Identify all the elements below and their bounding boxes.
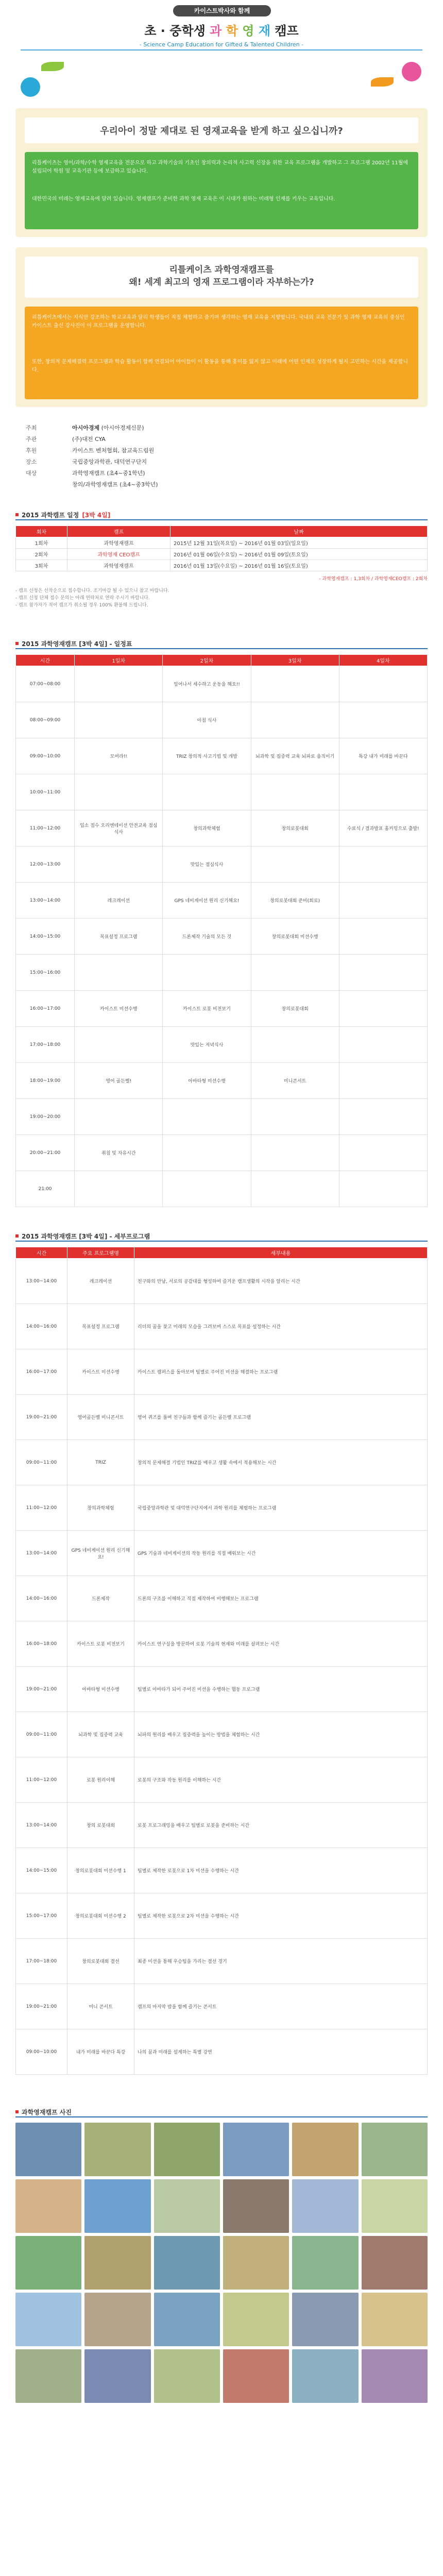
table-cell: 2016년 01월 06일(수요일) ~ 2016년 01월 09일(토요일)	[171, 549, 428, 560]
info-row	[26, 434, 417, 445]
table-cell: 뇌과학 및 집중력 교육 뇌파로 움직이기	[251, 738, 339, 774]
table-cell: 11:00~12:00	[16, 1485, 67, 1531]
table-cell: 2016년 01월 13일(수요일) ~ 2016년 01월 16일(토요일)	[171, 560, 428, 571]
table-cell: 창의로봇대회	[251, 991, 339, 1027]
table-row	[16, 1984, 428, 2029]
table-row	[16, 883, 428, 919]
info-key	[26, 479, 72, 490]
camp-photo	[223, 2179, 289, 2233]
table-cell: 2회차	[16, 549, 67, 560]
table-header: 4일차	[339, 655, 427, 666]
table-cell	[251, 1171, 339, 1207]
table-cell: 10:00~11:00	[16, 774, 75, 810]
table-cell: GPS 기술과 네비게이션의 작동 원리를 직접 배워보는 시간	[134, 1531, 428, 1576]
table-row	[16, 1304, 428, 1349]
table-row	[16, 846, 428, 883]
table-cell: 모여라!!	[75, 738, 163, 774]
table-cell: 로봇 프로그래밍을 배우고 팀별로 로봇을 준비하는 시간	[134, 1803, 428, 1848]
camp-photo	[154, 2349, 220, 2403]
table-row	[16, 1063, 428, 1099]
section-badge: [3박 4일]	[82, 511, 111, 519]
section-bullet	[15, 2110, 19, 2113]
table-cell: 드론의 구조를 이해하고 직접 제작하여 비행해보는 프로그램	[134, 1576, 428, 1621]
table-cell: 11:00~12:00	[16, 1757, 67, 1803]
table-cell	[163, 1135, 251, 1171]
table-cell	[339, 991, 427, 1027]
info-value: 국립중앙과학관, 대덕연구단지	[72, 459, 147, 465]
table-cell: 레크레이션	[67, 1259, 134, 1304]
camp-photo	[84, 2179, 150, 2233]
table-cell: 카이스트 미션수행	[75, 991, 163, 1027]
table-cell: 창의과학체험	[67, 1485, 134, 1531]
table-row	[16, 1135, 428, 1171]
camp-photo	[154, 2293, 220, 2346]
table-cell: 아침 식사	[163, 702, 251, 738]
table-header: 캠프	[67, 526, 171, 537]
camp-photo	[154, 2236, 220, 2290]
table-cell: 17:00~18:00	[16, 1939, 67, 1984]
section-schedule-header	[15, 510, 428, 520]
table-cell: 과학영재캠프	[67, 560, 171, 571]
info-value: 과학영재캠프 (초4~중1학년)	[72, 470, 145, 477]
table-header: 주요 프로그램명	[67, 1247, 134, 1259]
table-cell: 2015년 12월 31일(목요일) ~ 2016년 01월 03일(일요일)	[171, 537, 428, 549]
table-cell: 국립중앙과학관 및 대덕연구단지에서 과학 원리를 체험하는 프로그램	[134, 1485, 428, 1531]
table-cell	[339, 955, 427, 991]
why-para-1: 리틀케이츠에서는 지식만 강조하는 학교교육과 달리 학생들이 직접 체험하고 즐기며 생각하는 영재 교육을 지향합니다. 국내외 교육 전문가 및 과학 영재 교육의 중심인 카이스트 출신 강사진이 이 프로그램을 운영합니다.	[32, 315, 405, 329]
section-timetable-header	[15, 639, 428, 649]
table-cell: 맛있는 저녁식사	[163, 1027, 251, 1063]
table-row	[16, 1848, 428, 1893]
camp-photo	[84, 2236, 150, 2290]
header	[0, 0, 443, 103]
header-divider	[21, 49, 422, 50]
table-cell	[251, 702, 339, 738]
table-cell	[339, 666, 427, 702]
camp-photo	[154, 2123, 220, 2176]
table-cell: 아바타형 미션수행	[163, 1063, 251, 1099]
table-cell: 과학영재 CEO캠프	[67, 549, 171, 560]
table-cell: 18:00~19:00	[16, 1063, 75, 1099]
camp-photo	[15, 2293, 81, 2346]
table-header: 2일차	[163, 655, 251, 666]
table-cell: 특강 내가 미래를 바꾼다	[339, 738, 427, 774]
note-line: - 캠프 참가자가 적어 캠프가 취소될 경우 100% 환불해 드립니다.	[15, 603, 148, 608]
camp-photo	[362, 2293, 428, 2346]
camp-photo	[84, 2123, 150, 2176]
badge-decoration	[21, 77, 40, 97]
table-cell	[251, 1135, 339, 1171]
table-row	[16, 1803, 428, 1848]
why-text-panel	[25, 307, 418, 399]
table-cell	[339, 1027, 427, 1063]
table-cell: 19:00~21:00	[16, 1984, 67, 2029]
table-row	[16, 1027, 428, 1063]
table-cell: 미니콘서트	[251, 1063, 339, 1099]
table-cell: 15:00~17:00	[16, 1893, 67, 1939]
table-cell: 19:00~20:00	[16, 1099, 75, 1135]
table-row	[16, 1621, 428, 1667]
camp-photo	[15, 2236, 81, 2290]
table-row	[16, 1485, 428, 1531]
table-cell: 19:00~21:00	[16, 1395, 67, 1440]
section-title: 2015 과학캠프 일정	[22, 511, 79, 519]
table-cell: 13:00~14:00	[16, 1259, 67, 1304]
info-value: (주)대전 CYA	[72, 436, 106, 443]
table-cell	[339, 702, 427, 738]
table-cell: 내가 미래를 바꾼다 특강	[67, 2029, 134, 2075]
camp-photo	[84, 2349, 150, 2403]
intro-question: 우리아이 정말 제대로 된 영재교육을 받게 하고 싶으십니까?	[100, 126, 343, 137]
table-cell: 11:00~12:00	[16, 810, 75, 846]
table-cell: 카이스트 로봇 비전보기	[163, 991, 251, 1027]
title-char-3: 영	[242, 24, 254, 38]
info-row	[26, 445, 417, 456]
table-cell: 13:00~14:00	[16, 1803, 67, 1848]
table-header: 회차	[16, 526, 67, 537]
section-title: 과학영재캠프 사진	[22, 2108, 72, 2116]
table-row	[16, 702, 428, 738]
table-cell	[339, 883, 427, 919]
table-cell: 14:00~16:00	[16, 1576, 67, 1621]
title-char-2: 학	[226, 24, 238, 38]
table-cell: 16:00~17:00	[16, 991, 75, 1027]
table-cell	[75, 846, 163, 883]
info-value: 창의/과학영재캠프 (초4~중3학년)	[72, 481, 158, 488]
table-header: 1일차	[75, 655, 163, 666]
table-cell: 14:00~15:00	[16, 919, 75, 955]
camp-photo	[154, 2179, 220, 2233]
info-key: 장소	[26, 459, 37, 465]
table-cell	[75, 1027, 163, 1063]
camp-photo	[292, 2236, 358, 2290]
table-row	[16, 1099, 428, 1135]
table-cell: 취침 및 자유시간	[75, 1135, 163, 1171]
table-cell: 창의로봇대회 결선	[67, 1939, 134, 1984]
table-cell: 카이스트 미션수행	[67, 1349, 134, 1395]
info-key: 대상	[26, 470, 37, 477]
table-cell: 15:00~16:00	[16, 955, 75, 991]
table-cell: 입소 접수 오리엔테이션 안전교육 점심식사	[75, 810, 163, 846]
table-cell: 13:00~14:00	[16, 883, 75, 919]
table-cell	[251, 846, 339, 883]
camp-photo	[362, 2349, 428, 2403]
table-cell: 13:00~14:00	[16, 1531, 67, 1576]
table-cell: 1회차	[16, 537, 67, 549]
why-question: 리틀케이츠 과학영재캠프를 왜! 세계 최고의 영재 프로그램이라 자부하는가?	[129, 265, 314, 287]
header-pill: 카이스트박사와 함께	[173, 5, 271, 16]
table-cell	[75, 666, 163, 702]
info-key: 주관	[26, 436, 37, 443]
table-header: 3일차	[251, 655, 339, 666]
table-cell: 영어 퀴즈를 풀며 친구들과 함께 즐기는 골든벨 프로그램	[134, 1395, 428, 1440]
camp-photo	[223, 2123, 289, 2176]
table-cell	[339, 1099, 427, 1135]
section-title: 2015 과학영재캠프 [3박 4일] - 일정표	[22, 640, 132, 648]
table-cell: 16:00~17:00	[16, 1349, 67, 1395]
table-row	[16, 1893, 428, 1939]
table-cell	[339, 1135, 427, 1171]
camp-photo	[292, 2179, 358, 2233]
table-cell: 17:00~18:00	[16, 1027, 75, 1063]
table-cell: 3회차	[16, 560, 67, 571]
table-cell	[251, 1099, 339, 1135]
table-cell	[75, 774, 163, 810]
camp-photo	[292, 2349, 358, 2403]
section-title: 2015 과학영재캠프 [3박 4일] - 세부프로그램	[22, 1232, 150, 1240]
info-key: 주최	[26, 425, 37, 431]
table-row	[16, 537, 428, 549]
table-cell: 창의적 문제해결 기법인 TRIZ를 배우고 생활 속에서 적용해보는 시간	[134, 1440, 428, 1485]
table-cell: 맛있는 점심식사	[163, 846, 251, 883]
table-cell	[75, 702, 163, 738]
table-cell: 목표설정 프로그램	[67, 1304, 134, 1349]
leaf-decoration	[41, 62, 64, 71]
section-photos-header	[15, 2107, 428, 2117]
camp-photo	[292, 2293, 358, 2346]
table-row	[16, 2029, 428, 2075]
table-cell	[339, 1171, 427, 1207]
table-cell: 카이스트 로봇 비전보기	[67, 1621, 134, 1667]
table-cell: 창의과학체험	[163, 810, 251, 846]
table-cell	[163, 1099, 251, 1135]
timetable	[15, 654, 428, 1207]
camp-photo	[84, 2293, 150, 2346]
title-pre: 초 · 중학생	[144, 24, 210, 38]
table-cell: 미니 콘서트	[67, 1984, 134, 2029]
table-cell	[163, 955, 251, 991]
table-cell: 14:00~15:00	[16, 1848, 67, 1893]
table-cell: 수료식 / 결과발표 홈커밍으로 출발!	[339, 810, 427, 846]
info-value: 아시아경제	[72, 425, 100, 431]
table-cell	[163, 1171, 251, 1207]
table-cell	[75, 955, 163, 991]
table-cell: 14:00~16:00	[16, 1304, 67, 1349]
table-cell: 창의로봇대회 준비(회로)	[251, 883, 339, 919]
schedule-table	[15, 526, 428, 571]
table-cell: 일어나서 세수하고 운동을 해요!!	[163, 666, 251, 702]
info-row	[26, 422, 417, 434]
table-cell: 로봇의 구조와 작동 원리를 이해하는 시간	[134, 1757, 428, 1803]
table-cell	[339, 846, 427, 883]
title-char-1: 과	[210, 24, 222, 38]
table-cell: 21:00	[16, 1171, 75, 1207]
camp-photo	[15, 2349, 81, 2403]
table-cell: 16:00~18:00	[16, 1621, 67, 1667]
note-line: - 캠프 신청 단체 접수 문의는 아래 연락처로 연락 주시기 바랍니다.	[15, 596, 150, 601]
table-cell: 레크레이션	[75, 883, 163, 919]
table-row	[16, 1349, 428, 1395]
table-cell: 아바타형 미션수행	[67, 1667, 134, 1712]
camp-photo	[15, 2179, 81, 2233]
camp-photo	[223, 2293, 289, 2346]
table-cell: 영어 골든벨!	[75, 1063, 163, 1099]
table-row	[16, 1531, 428, 1576]
schedule-table-note: - 과학영재캠프 : 1,3회차 / 과학영재CEO캠프 : 2회차	[319, 577, 428, 582]
table-cell: 창의로봇대회 미션수행	[251, 919, 339, 955]
table-cell: 09:00~11:00	[16, 1712, 67, 1757]
table-header: 시간	[16, 1247, 67, 1259]
info-row	[26, 479, 417, 490]
intro-text-panel	[25, 152, 418, 229]
table-cell	[251, 666, 339, 702]
table-cell: 20:00~21:00	[16, 1135, 75, 1171]
why-para-2: 또한, 창의적 문제해결력 프로그램과 학습 활동이 함께 연결되어 아이들이 이 활동을 통해 흥미를 잃지 않고 미래에 어떤 인재로 성장하게 될지 고민하는 시간을 제공합니다.	[32, 359, 408, 373]
camp-photo	[223, 2236, 289, 2290]
table-row	[16, 560, 428, 571]
table-cell: 드론제작	[67, 1576, 134, 1621]
section-bullet	[15, 1234, 19, 1238]
intro-box	[15, 108, 428, 237]
table-cell: 창의 로봇대회	[67, 1803, 134, 1848]
section-bullet	[15, 642, 19, 645]
table-cell: 로봇 원리이해	[67, 1757, 134, 1803]
intro-para-1: 리틀케이츠는 영어/과학/수학 영재교육을 전문으로 하고 과학기술의 기초인 창의력과 논리적 사고력 신장을 위한 교육 프로그램을 개발하고 그 프로그램 2002년 11월에 설립되어 학원 및 교육기관 등에 보급하고 있습니다.	[32, 160, 408, 174]
table-row	[16, 774, 428, 810]
table-cell: 카이스트 연구실을 방문하여 로봇 기술의 현재와 미래를 살펴보는 시간	[134, 1621, 428, 1667]
camp-photo	[362, 2123, 428, 2176]
table-cell: 08:00~09:00	[16, 702, 75, 738]
camp-photo	[362, 2179, 428, 2233]
table-cell	[251, 774, 339, 810]
table-cell: TRIZ 창의적 사고기법 및 개발	[163, 738, 251, 774]
intro-para-2: 대한민국의 미래는 영재교육에 달려 있습니다. 영재캠프가 준비한 과학 영재 교육은 이 시대가 원하는 미래형 인재를 키우는 교육입니다.	[32, 196, 335, 202]
table-cell	[339, 1063, 427, 1099]
table-row	[16, 1576, 428, 1621]
leaf-decoration	[371, 77, 394, 87]
table-row	[16, 738, 428, 774]
table-row	[16, 1667, 428, 1712]
table-cell	[251, 955, 339, 991]
table-cell	[163, 774, 251, 810]
title-post: 캠프	[275, 24, 299, 38]
table-cell: 09:00~10:00	[16, 2029, 67, 2075]
table-row	[16, 549, 428, 560]
table-row	[16, 810, 428, 846]
table-row	[16, 1171, 428, 1207]
table-row	[16, 919, 428, 955]
info-key: 후원	[26, 447, 37, 454]
table-cell: 팀별로 제작한 로봇으로 1차 미션을 수행하는 시간	[134, 1848, 428, 1893]
table-cell: 최종 미션을 통해 우승팀을 가리는 결선 경기	[134, 1939, 428, 1984]
detail-table	[15, 1247, 428, 2075]
camp-photo	[15, 2123, 81, 2176]
table-row	[16, 1757, 428, 1803]
section-bullet	[15, 513, 19, 516]
why-box	[15, 247, 428, 407]
camp-photo	[292, 2123, 358, 2176]
camp-info	[26, 422, 417, 490]
table-cell: 팀별로 아바타가 되어 주어진 미션을 수행하는 협동 프로그램	[134, 1667, 428, 1712]
page-title	[0, 21, 443, 39]
note-line: - 캠프 신청은 선착순으로 접수합니다. 조기마감 될 수 있으니 참고 바랍니다.	[15, 588, 169, 594]
table-cell: 창의로봇대회 미션수행 1	[67, 1848, 134, 1893]
table-cell: TRIZ	[67, 1440, 134, 1485]
table-cell: 팀별로 제작한 로봇으로 2차 미션을 수행하는 시간	[134, 1893, 428, 1939]
table-header: 날짜	[171, 526, 428, 537]
table-cell: 07:00~08:00	[16, 666, 75, 702]
title-char-4: 재	[258, 24, 270, 38]
table-row	[16, 955, 428, 991]
section-detail-header	[15, 1231, 428, 1242]
subtitle: - Science Camp Education for Gifted & Talented Children -	[139, 41, 304, 48]
table-row	[16, 1440, 428, 1485]
table-cell: 영어골든벨 미니콘서트	[67, 1395, 134, 1440]
table-cell: 과학영재캠프	[67, 537, 171, 549]
camp-photo	[223, 2349, 289, 2403]
table-cell: 나의 꿈과 미래를 설계하는 특별 강연	[134, 2029, 428, 2075]
info-value: 카이스트 벤처협회, 참교육드림원	[72, 447, 155, 454]
table-cell	[75, 1099, 163, 1135]
table-cell: 19:00~21:00	[16, 1667, 67, 1712]
table-cell	[251, 1027, 339, 1063]
table-cell	[339, 774, 427, 810]
photo-grid	[15, 2123, 428, 2403]
table-cell: 카이스트 캠퍼스를 돌아보며 팀별로 주어진 미션을 해결하는 프로그램	[134, 1349, 428, 1395]
info-row	[26, 468, 417, 479]
table-cell: 목표설정 프로그램	[75, 919, 163, 955]
table-row	[16, 666, 428, 702]
table-row	[16, 1939, 428, 1984]
badge-decoration	[402, 62, 421, 81]
info-row	[26, 456, 417, 468]
table-cell: 친구와의 만남, 서로의 공감대를 형성하여 즐거운 캠프생활의 시작을 알리는 시간	[134, 1259, 428, 1304]
table-cell: 09:00~10:00	[16, 738, 75, 774]
table-cell: 뇌과학 및 집중력 교육	[67, 1712, 134, 1757]
info-value-extra: (아시아경제신문)	[99, 425, 144, 431]
camp-photo	[362, 2236, 428, 2290]
table-cell	[339, 919, 427, 955]
table-cell: 리더의 꿈을 찾고 미래의 모습을 그려보며 스스로 목표를 설정하는 시간	[134, 1304, 428, 1349]
table-cell: 창의로봇대회 미션수행 2	[67, 1893, 134, 1939]
table-cell: 12:00~13:00	[16, 846, 75, 883]
table-cell: GPS 네비게이션 원리 신기해요!	[67, 1531, 134, 1576]
schedule-notes	[15, 587, 428, 609]
table-header: 시간	[16, 655, 75, 666]
table-cell: 드론제작 기술의 모든 것	[163, 919, 251, 955]
table-cell: 창의로봇대회	[251, 810, 339, 846]
table-cell: 뇌파의 원리를 배우고 집중력을 높이는 방법을 체험하는 시간	[134, 1712, 428, 1757]
table-row	[16, 1395, 428, 1440]
table-row	[16, 1712, 428, 1757]
table-cell	[75, 1171, 163, 1207]
table-cell: 09:00~11:00	[16, 1440, 67, 1485]
table-header: 세부내용	[134, 1247, 428, 1259]
table-row	[16, 991, 428, 1027]
table-cell: 캠프의 마지막 밤을 함께 즐기는 콘서트	[134, 1984, 428, 2029]
table-row	[16, 1259, 428, 1304]
table-cell: GPS 네비게이션 원리 신기해요!	[163, 883, 251, 919]
